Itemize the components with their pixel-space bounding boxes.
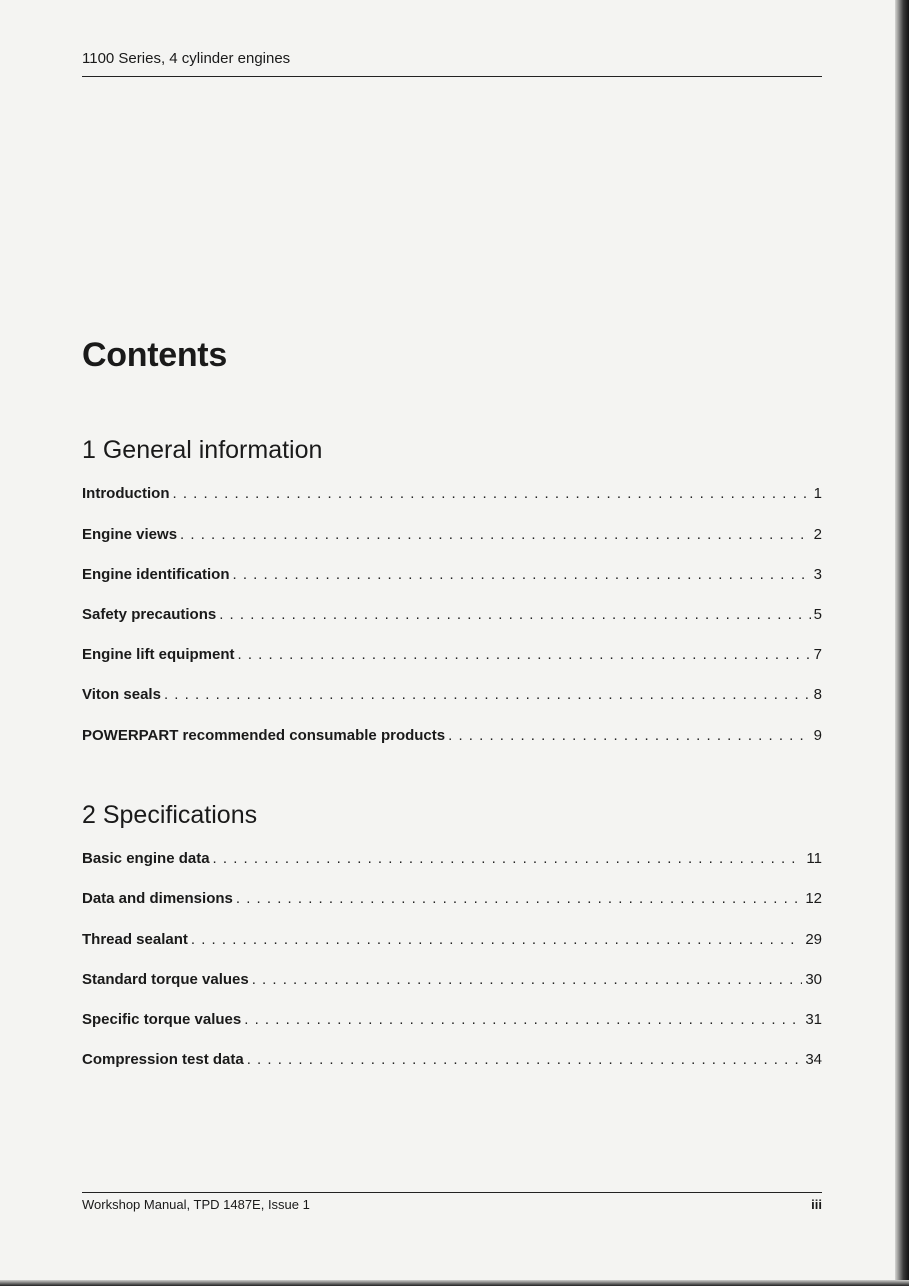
section-heading-general-information: 1 General information — [82, 436, 323, 464]
toc-entry-page: 31 — [805, 1011, 822, 1028]
toc-entry-label: Specific torque values — [82, 1011, 242, 1028]
toc-entry[interactable] — [82, 971, 822, 988]
page-title: Contents — [82, 336, 227, 374]
footer-text: Workshop Manual, TPD 1487E, Issue 1 — [82, 1197, 310, 1212]
dot-leader — [219, 606, 810, 623]
toc-entry-label: Viton seals — [82, 686, 161, 703]
toc-entry[interactable] — [82, 890, 822, 907]
dot-leader — [213, 850, 804, 867]
toc-entry[interactable] — [82, 727, 822, 744]
toc-entry[interactable] — [82, 686, 822, 703]
dot-leader — [244, 1011, 802, 1028]
dot-leader — [172, 485, 810, 502]
toc-entry[interactable] — [82, 646, 822, 663]
header-rule — [82, 76, 822, 77]
toc-entry-label: Thread sealant — [82, 931, 188, 948]
footer-page-number: iii — [811, 1197, 822, 1212]
toc-entry[interactable] — [82, 850, 822, 867]
toc-entry-page: 8 — [813, 686, 822, 703]
toc-entry-label: POWERPART recommended consumable products — [82, 727, 446, 744]
dot-leader — [233, 566, 811, 583]
toc-entry[interactable] — [82, 485, 822, 502]
dot-leader — [236, 890, 802, 907]
toc-entry-label: Data and dimensions — [82, 890, 233, 907]
dot-leader — [191, 931, 802, 948]
toc-entry-label: Safety precautions — [82, 606, 217, 623]
toc-entry-label: Engine identification — [82, 566, 230, 583]
toc-entry-label: Basic engine data — [82, 850, 210, 867]
toc-entry-page: 9 — [813, 727, 822, 744]
toc-entry-page: 1 — [813, 485, 822, 502]
footer-rule — [82, 1192, 822, 1193]
toc-entry-label: Standard torque values — [82, 971, 249, 988]
toc-entry-page: 5 — [813, 606, 822, 623]
toc-entry-page: 11 — [806, 850, 822, 867]
dot-leader — [238, 646, 811, 663]
toc-entry-page: 2 — [813, 526, 822, 543]
toc-entry[interactable] — [82, 526, 822, 543]
toc-entry[interactable] — [82, 1051, 822, 1068]
toc-entry[interactable] — [82, 931, 822, 948]
toc-entry-page: 30 — [805, 971, 822, 988]
dot-leader — [247, 1051, 803, 1068]
toc-entry-page: 29 — [805, 931, 822, 948]
toc-entry-label: Compression test data — [82, 1051, 244, 1068]
section-heading-specifications: 2 Specifications — [82, 801, 258, 829]
scan-edge-shadow — [895, 0, 909, 1286]
dot-leader — [252, 971, 803, 988]
toc-entry[interactable] — [82, 566, 822, 583]
toc-entry-label: Engine views — [82, 526, 178, 543]
toc-entry-label: Introduction — [82, 485, 170, 502]
toc-entry-label: Engine lift equipment — [82, 646, 235, 663]
toc-entry-page: 34 — [805, 1051, 822, 1068]
toc-entry-page: 3 — [813, 566, 822, 583]
running-header: 1100 Series, 4 cylinder engines — [82, 50, 291, 67]
dot-leader — [180, 526, 811, 543]
dot-leader — [448, 727, 811, 744]
scan-edge-shadow — [0, 1280, 909, 1286]
toc-entry[interactable] — [82, 606, 822, 623]
dot-leader — [164, 686, 811, 703]
toc-entry-page: 7 — [813, 646, 822, 663]
toc-entry[interactable] — [82, 1011, 822, 1028]
toc-entry-page: 12 — [805, 890, 822, 907]
